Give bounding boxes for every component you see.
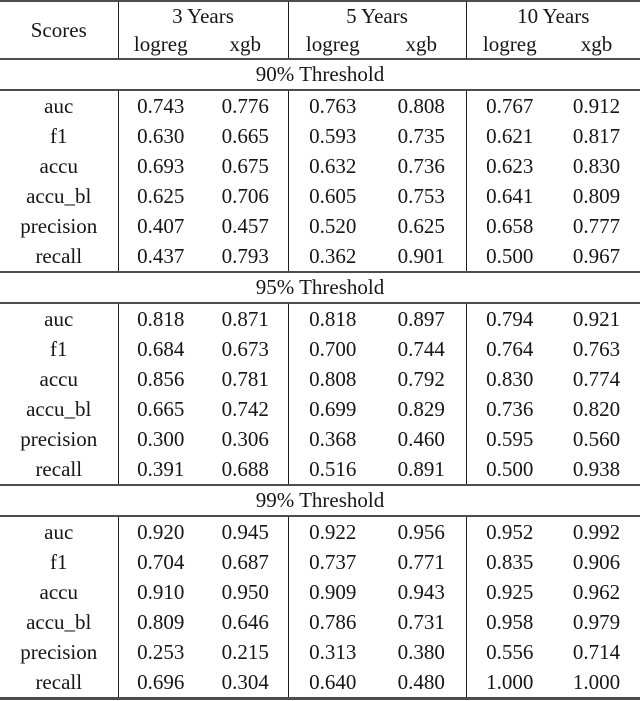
score-cell: 0.897 <box>377 303 466 334</box>
score-cell: 0.818 <box>137 306 185 331</box>
score-cell: 0.967 <box>572 243 621 268</box>
score-cell: 0.956 <box>377 516 466 547</box>
row-label: accu <box>0 151 118 181</box>
row-label: precision <box>0 637 118 667</box>
score-cell: 0.640 <box>309 669 357 694</box>
score-cell: 0.625 <box>377 211 466 241</box>
score-cell: 0.737 <box>309 549 357 574</box>
score-cell: 0.912 <box>572 93 621 118</box>
score-cell: 0.871 <box>203 303 288 334</box>
score-cell: 0.793 <box>203 241 288 272</box>
score-cell: 0.632 <box>309 153 357 178</box>
score-cell: 0.922 <box>309 519 357 544</box>
section-header-row <box>0 272 640 303</box>
score-cell: 0.777 <box>572 213 621 238</box>
score-cell: 0.641 <box>486 183 534 208</box>
score-cell: 0.696 <box>137 669 185 694</box>
row-label: recall <box>0 454 118 485</box>
group-header-10-years: 10 Years <box>517 3 590 28</box>
table-row <box>0 667 640 699</box>
score-cell: 0.687 <box>203 547 288 577</box>
table-row <box>0 90 640 121</box>
score-cell: 0.830 <box>486 366 534 391</box>
score-cell: 0.906 <box>572 549 621 574</box>
score-cell: 0.891 <box>377 454 466 485</box>
score-cell: 0.952 <box>486 519 534 544</box>
score-cell: 0.380 <box>377 637 466 667</box>
sub-header-logreg: logreg <box>482 31 537 56</box>
score-cell: 0.763 <box>572 336 621 361</box>
sub-header-xgb: xgb <box>377 30 466 59</box>
score-cell: 0.817 <box>572 123 621 148</box>
row-label: precision <box>0 211 118 241</box>
sub-header-logreg: logreg <box>305 31 360 56</box>
sub-header-xgb: xgb <box>203 30 288 59</box>
table-row <box>0 454 640 485</box>
table-body <box>0 59 640 699</box>
score-cell: 0.646 <box>203 607 288 637</box>
score-cell: 0.460 <box>377 424 466 454</box>
table-row <box>0 121 640 151</box>
score-cell: 0.407 <box>137 213 185 238</box>
score-cell: 0.901 <box>377 241 466 272</box>
score-cell: 0.253 <box>137 639 185 664</box>
score-cell: 0.808 <box>309 366 357 391</box>
score-cell: 0.500 <box>486 243 534 268</box>
section-title: 90% Threshold <box>0 59 640 90</box>
score-cell: 0.700 <box>309 336 357 361</box>
table-row <box>0 424 640 454</box>
score-cell: 0.704 <box>137 549 185 574</box>
score-cell: 0.820 <box>572 396 621 421</box>
section-title: 99% Threshold <box>0 485 640 516</box>
score-cell: 0.673 <box>203 334 288 364</box>
score-cell: 0.630 <box>137 123 185 148</box>
row-label: auc <box>0 516 118 547</box>
score-cell: 0.742 <box>203 394 288 424</box>
row-label: accu_bl <box>0 394 118 424</box>
row-label: recall <box>0 667 118 699</box>
score-cell: 0.764 <box>486 336 534 361</box>
score-cell: 0.774 <box>572 366 621 391</box>
table-row <box>0 151 640 181</box>
score-cell: 0.699 <box>309 396 357 421</box>
table-row <box>0 211 640 241</box>
score-cell: 0.767 <box>486 93 534 118</box>
row-label: f1 <box>0 121 118 151</box>
score-cell: 0.500 <box>486 456 534 481</box>
table-row <box>0 577 640 607</box>
score-cell: 0.808 <box>377 90 466 121</box>
score-cell: 0.693 <box>137 153 185 178</box>
score-cell: 0.856 <box>137 366 185 391</box>
sub-header-logreg: logreg <box>133 31 188 56</box>
score-cell: 0.605 <box>309 183 357 208</box>
score-cell: 0.675 <box>203 151 288 181</box>
score-cell: 0.304 <box>203 667 288 699</box>
score-cell: 0.763 <box>309 93 357 118</box>
score-cell: 0.706 <box>203 181 288 211</box>
table-row <box>0 607 640 637</box>
score-cell: 0.735 <box>377 121 466 151</box>
score-cell: 0.776 <box>203 90 288 121</box>
score-cell: 0.950 <box>203 577 288 607</box>
score-cell: 1.000 <box>486 669 534 694</box>
score-cell: 0.945 <box>203 516 288 547</box>
score-cell: 0.809 <box>572 183 621 208</box>
table-row <box>0 516 640 547</box>
score-cell: 0.313 <box>309 639 357 664</box>
score-cell: 0.792 <box>377 364 466 394</box>
score-cell: 0.362 <box>309 243 357 268</box>
score-cell: 1.000 <box>572 669 621 694</box>
group-header-5-years: 5 Years <box>288 1 466 30</box>
table-row <box>0 334 640 364</box>
row-label: accu_bl <box>0 181 118 211</box>
score-cell: 0.437 <box>137 243 185 268</box>
score-cell: 0.943 <box>377 577 466 607</box>
score-cell: 0.910 <box>137 579 185 604</box>
score-cell: 0.736 <box>377 151 466 181</box>
score-cell: 0.809 <box>137 609 185 634</box>
score-cell: 0.457 <box>203 211 288 241</box>
row-label: f1 <box>0 547 118 577</box>
score-cell: 0.818 <box>309 306 357 331</box>
table-row <box>0 394 640 424</box>
score-cell: 0.621 <box>486 123 534 148</box>
row-label: auc <box>0 90 118 121</box>
score-cell: 0.958 <box>486 609 534 634</box>
section-title: 95% Threshold <box>0 272 640 303</box>
score-cell: 0.684 <box>137 336 185 361</box>
score-cell: 0.743 <box>137 93 185 118</box>
score-cell: 0.665 <box>137 396 185 421</box>
row-label: recall <box>0 241 118 272</box>
score-cell: 0.771 <box>377 547 466 577</box>
score-cell: 0.658 <box>486 213 534 238</box>
sub-header-xgb: xgb <box>580 31 613 56</box>
score-cell: 0.714 <box>572 639 621 664</box>
score-cell: 0.593 <box>309 123 357 148</box>
score-cell: 0.595 <box>486 426 534 451</box>
score-cell: 0.300 <box>137 426 185 451</box>
score-cell: 0.962 <box>572 579 621 604</box>
score-cell: 0.516 <box>309 456 357 481</box>
row-label: auc <box>0 303 118 334</box>
row-label: accu_bl <box>0 607 118 637</box>
table-row <box>0 303 640 334</box>
score-cell: 0.391 <box>137 456 185 481</box>
section-header-row <box>0 485 640 516</box>
score-cell: 0.920 <box>137 519 185 544</box>
score-cell: 0.736 <box>486 396 534 421</box>
score-cell: 0.992 <box>572 519 621 544</box>
score-cell: 0.556 <box>486 639 534 664</box>
group-header-3-years: 3 Years <box>118 1 288 30</box>
score-cell: 0.623 <box>486 153 534 178</box>
score-cell: 0.688 <box>203 454 288 485</box>
score-cell: 0.520 <box>309 213 357 238</box>
table-row <box>0 241 640 272</box>
score-cell: 0.368 <box>309 426 357 451</box>
table-row <box>0 547 640 577</box>
table-row <box>0 181 640 211</box>
score-cell: 0.781 <box>203 364 288 394</box>
section-header-row <box>0 59 640 90</box>
score-cell: 0.215 <box>203 637 288 667</box>
score-cell: 0.731 <box>377 607 466 637</box>
table-row <box>0 637 640 667</box>
score-cell: 0.938 <box>572 456 621 481</box>
score-cell: 0.829 <box>377 394 466 424</box>
score-cell: 0.835 <box>486 549 534 574</box>
score-cell: 0.744 <box>377 334 466 364</box>
score-cell: 0.560 <box>572 426 621 451</box>
table-row <box>0 364 640 394</box>
score-cell: 0.306 <box>203 424 288 454</box>
score-cell: 0.753 <box>377 181 466 211</box>
row-label: f1 <box>0 334 118 364</box>
score-cell: 0.909 <box>309 579 357 604</box>
group-header-row <box>0 1 640 30</box>
score-cell: 0.979 <box>572 609 621 634</box>
row-label: precision <box>0 424 118 454</box>
score-cell: 0.665 <box>203 121 288 151</box>
score-cell: 0.480 <box>377 667 466 699</box>
score-cell: 0.625 <box>137 183 185 208</box>
corner-header-scores: Scores <box>0 1 118 59</box>
score-cell: 0.921 <box>572 306 621 331</box>
row-label: accu <box>0 577 118 607</box>
row-label: accu <box>0 364 118 394</box>
table-head <box>0 1 640 59</box>
score-cell: 0.830 <box>572 153 621 178</box>
score-cell: 0.786 <box>309 609 357 634</box>
score-cell: 0.925 <box>486 579 534 604</box>
score-cell: 0.794 <box>486 306 534 331</box>
